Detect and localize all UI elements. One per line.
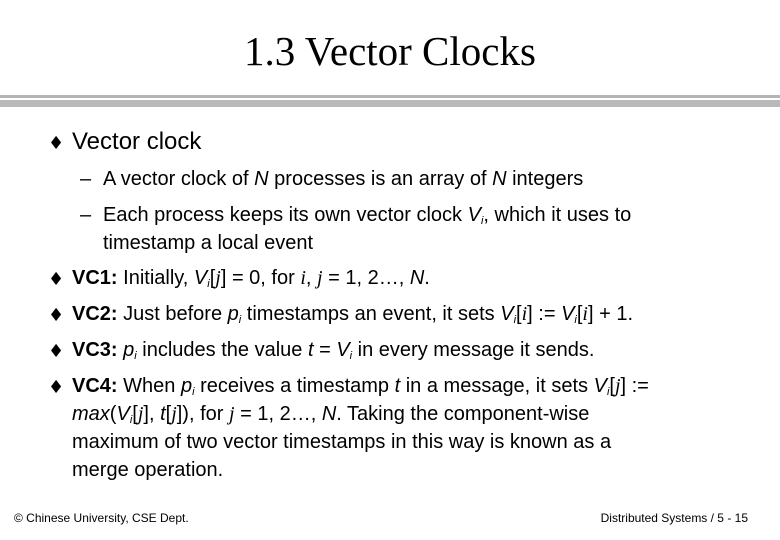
sub-bullet-2 — [103, 201, 631, 257]
diamond-bullet-icon: ♦ — [48, 341, 65, 362]
vc3-item — [72, 336, 594, 364]
dash-bullet-icon: – — [80, 168, 92, 190]
title-divider — [0, 95, 780, 107]
sub-bullet-1-render: A vector clock of N processes is an array of N integers — [103, 168, 584, 190]
footer-right: Distributed Systems / 5 - 15 — [600, 511, 748, 525]
vc1-label: VC1: — [72, 267, 118, 289]
slide-title: 1.3 Vector Clocks — [244, 28, 536, 74]
vc2-render: Just before $p_i$ timestamps an event, it sets $V_i[i]$ := $V_i[i] + 1$. — [123, 303, 634, 326]
main-bullet-text: Vector clock — [72, 128, 202, 155]
vc3-render: $p_i$ includes the value $t = V_i$ in every message it sends. — [123, 339, 595, 362]
diamond-bullet-icon: ♦ — [48, 377, 65, 398]
footer-left: © Chinese University, CSE Dept. — [14, 511, 189, 525]
vc4-render: When $p_i$ receives a timestamp t in a message, it sets $V_i[j]$ := $\max(V_i[j]$, t[j]), for j = 1, 2…, N. Taking the component-wise maximum of two vector timestamps in this way is known as a merge operation. — [72, 375, 649, 481]
sub-bullet-2-render: Each process keeps its own vector clock $V_i$, which it uses to timestamp a local event — [103, 204, 632, 254]
diamond-bullet-icon: ♦ — [48, 133, 65, 154]
sub-bullet-1 — [103, 165, 583, 193]
vc3-label: VC3: — [72, 339, 118, 361]
vc2-item — [72, 300, 633, 328]
vc1-item — [72, 264, 430, 292]
dash-bullet-icon: – — [80, 204, 92, 226]
vc4-item — [72, 372, 649, 484]
diamond-bullet-icon: ♦ — [48, 269, 65, 290]
diamond-bullet-icon: ♦ — [48, 305, 65, 326]
vc1-render: Initially, $V_i[j] = 0$, for i, j = 1, 2…, N. — [123, 267, 430, 290]
vc2-label: VC2: — [72, 303, 118, 325]
vc4-label: VC4: — [72, 375, 118, 397]
